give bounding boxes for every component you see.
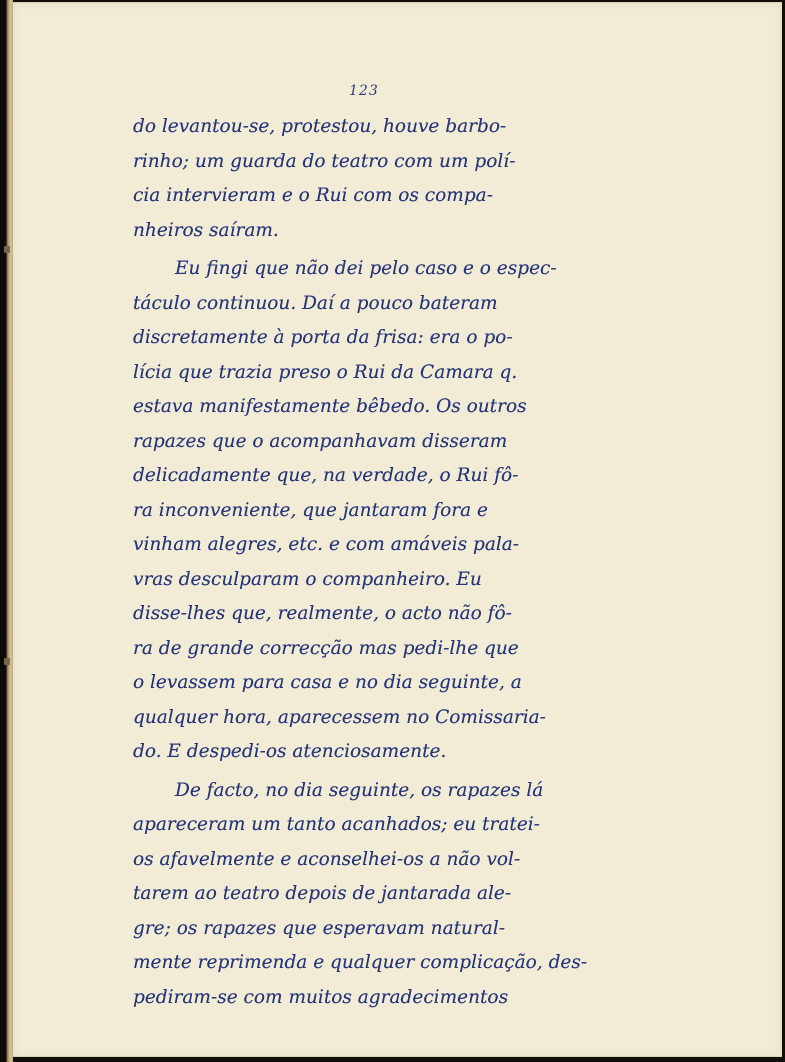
text-line: os afavelmente e aconselhei-os a não vol- <box>133 848 521 870</box>
text-line: táculo continuou. Daí a pouco bateram <box>133 292 498 314</box>
text-line: vras desculparam o companheiro. Eu <box>133 568 482 590</box>
text-line: vinham alegres, etc. e com amáveis pala- <box>133 534 520 555</box>
text-line: tarem ao teatro depois de jantarada ale- <box>133 883 512 904</box>
paragraph-start-line: De facto, no dia seguinte, os rapazes lá <box>175 779 544 801</box>
text-line: rinho; um guarda do teatro com um polí- <box>133 150 516 172</box>
text-line: estava manifestamente bêbedo. Os outros <box>133 396 527 417</box>
text-line: pediram-se com muitos agradecimentos <box>133 986 509 1008</box>
paragraph-start-line: Eu fingi que não dei pelo caso e o espec- <box>175 258 557 279</box>
text-line: nheiros saíram. <box>133 219 279 241</box>
handwritten-text-block <box>133 110 648 1015</box>
text-line: delicadamente que, na verdade, o Rui fô- <box>133 465 519 486</box>
book-binding-edge <box>0 0 13 1062</box>
text-line: o levassem para casa e no dia seguinte, a <box>133 672 522 693</box>
text-line: discretamente à porta da frisa: era o po- <box>133 327 513 348</box>
text-line: gre; os rapazes que esperavam natural- <box>133 917 506 939</box>
text-line: lícia que trazia preso o Rui da Camara q. <box>133 361 518 383</box>
text-line: do. E despedi-os atenciosamente. <box>133 741 447 762</box>
manuscript-page <box>13 2 782 1057</box>
text-line: ra de grande correcção mas pedi-lhe que <box>133 637 519 659</box>
text-line: mente reprimenda e qualquer complicação, des- <box>133 952 588 973</box>
page-number: 123 <box>349 83 379 99</box>
binding-stitch-mark <box>4 658 10 665</box>
text-line: do levantou-se, protestou, houve barbo- <box>133 116 507 137</box>
text-line: ra inconveniente, que jantaram fora e <box>133 499 488 521</box>
text-line: apareceram um tanto acanhados; eu tratei- <box>133 814 540 835</box>
text-line: cia intervieram e o Rui com os compa- <box>133 185 493 206</box>
text-line: disse-lhes que, realmente, o acto não fô- <box>133 603 512 624</box>
binding-stitch-mark <box>4 246 10 253</box>
text-line: qualquer hora, aparecessem no Comissaria- <box>133 706 546 728</box>
text-line: rapazes que o acompanhavam disseram <box>133 430 508 452</box>
